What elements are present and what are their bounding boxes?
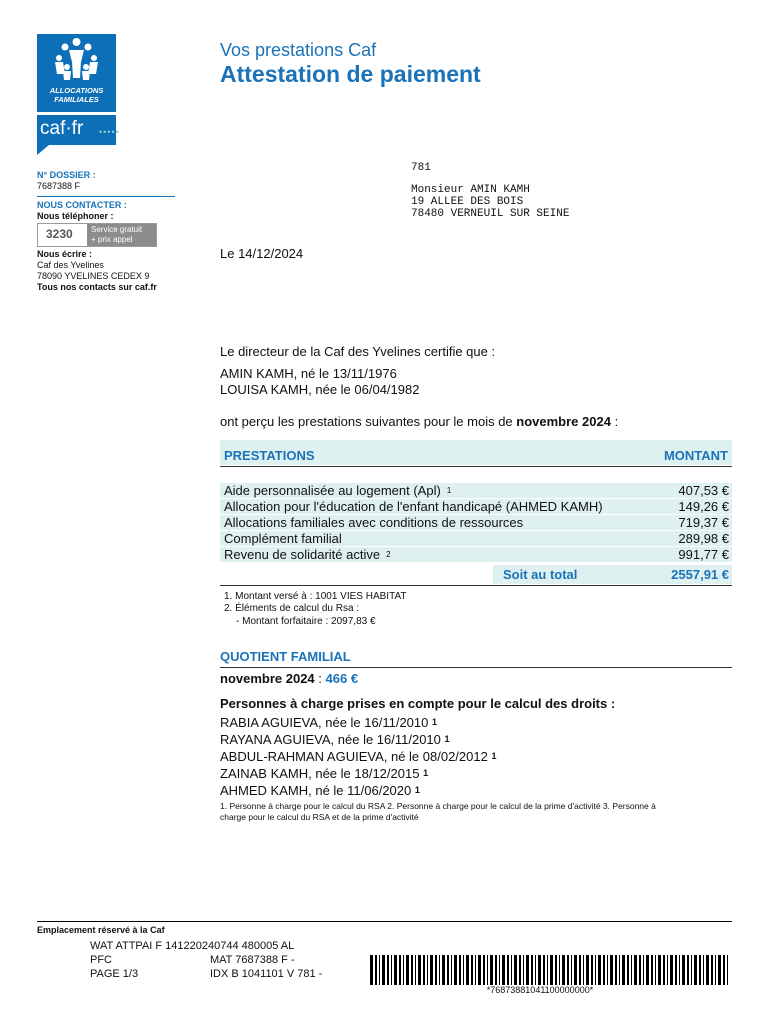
footer-col1-line2: PFC [90,954,112,966]
barcode-bar [391,955,392,985]
row-note: 2 [386,550,391,559]
all-contacts-link[interactable]: Tous nos contacts sur caf.fr [37,282,157,292]
barcode-bar [715,955,716,985]
barcode-bar [547,955,548,985]
table-row [220,547,732,562]
address-line3: 78480 VERNEUIL SUR SEINE [411,208,570,220]
persons-title: Personnes à charge prises en compte pour le calcul des droits : [220,696,616,711]
barcode-bar [703,955,704,985]
barcode-bar [483,955,485,985]
barcode-bar [475,955,476,985]
row-amount: 991,77 € [678,547,729,562]
barcode-bar [574,955,577,985]
row-amount: 719,37 € [678,515,729,530]
total-label: Soit au total [503,567,578,582]
barcode-bar [550,955,553,985]
reserved-label: Emplacement réservé à la Caf [37,925,165,935]
person-2: LOUISA KAMH, née le 06/04/1982 [220,382,420,397]
phone-badge-line1: Service gratuit [91,225,143,234]
quotient-value: 466 € [325,671,359,686]
barcode-bar [603,955,605,985]
barcode-bar [535,955,536,985]
barcode-bar [643,955,644,985]
barcode-bar [502,955,505,985]
footnote-2: 2. Éléments de calcul du Rsa : [224,603,360,614]
phone-badge-line2: + prix appel [91,235,133,244]
barcode-bar [615,955,617,985]
logo-text-line1: ALLOCATIONS [49,86,104,95]
barcode-bar [447,955,449,985]
barcode-bar [531,955,533,985]
barcode-bar [471,955,473,985]
page-subtitle: Vos prestations Caf [220,40,377,60]
barcode [370,955,730,985]
barcode-bar [699,955,701,985]
quotient-sep: : [314,671,326,686]
divider [37,196,175,197]
logo-text-line2: FAMILIALES [54,95,99,104]
barcode-bar [375,955,377,985]
barcode-bar [658,955,661,985]
received-month: novembre 2024 [516,414,611,429]
dossier-value: 7687388 F [37,181,81,191]
barcode-bar [679,955,680,985]
barcode-bar [598,955,601,985]
received-suffix: : [610,414,619,429]
barcode-bar [670,955,673,985]
barcode-bar [439,955,440,985]
barcode-bar [423,955,425,985]
barcode-bar [555,955,557,985]
person-name: AHMED KAMH, né le 11/06/2020 [220,783,412,798]
barcode-bar [442,955,445,985]
quotient-line [220,671,358,686]
barcode-bar [579,955,581,985]
barcode-bar [490,955,493,985]
write-label: Nous écrire : [37,249,93,259]
legend-line2: charge pour le calcul du RSA et de la prime d'activité [220,812,419,822]
person-note: 1 [423,768,429,778]
person-note: 1 [414,785,420,795]
barcode-bar [463,955,464,985]
barcode-bar [687,955,689,985]
person-note: 1 [491,751,497,761]
footer-col2-line3: IDX B 1041101 V 781 - [210,968,323,980]
barcode-bar [607,955,608,985]
list-item [220,765,428,782]
barcode-bar [655,955,656,985]
footer-col1-line3: PAGE 1/3 [90,968,139,980]
barcode-bar [427,955,428,985]
footer-col2-line2: MAT 7687388 F - [210,954,295,966]
write-line1: Caf des Yvelines [37,260,104,270]
barcode-bar [727,955,728,985]
barcode-bar [454,955,457,985]
row-amount: 149,26 € [678,499,729,514]
barcode-bar [567,955,569,985]
row-label: Complément familial [224,531,342,546]
caf-fr-text: caf·fr [40,118,84,139]
barcode-bar [646,955,649,985]
barcode-bar [723,955,725,985]
footnote-1: 1. Montant versé à : 1001 VIES HABITAT [224,591,407,602]
list-item [220,731,450,748]
barcode-bar [511,955,512,985]
barcode-bar [418,955,421,985]
list-item [220,748,496,765]
row-label: Revenu de solidarité active [224,547,381,562]
barcode-bar [451,955,452,985]
barcode-bar [370,955,373,985]
table-row [220,531,732,546]
barcode-bar [706,955,709,985]
barcode-bar [403,955,404,985]
barcode-bar [495,955,497,985]
dots-icon: ••••• [99,127,120,137]
list-item [220,782,420,799]
barcode-bar [694,955,697,985]
barcode-bar [487,955,488,985]
col-prestations: PRESTATIONS [224,448,315,463]
barcode-bar [519,955,521,985]
write-line2: 78090 YVELINES CEDEX 9 [37,271,150,281]
phone-label: Nous téléphoner : [37,211,114,221]
person-name: ABDUL-RAHMAN AGUIEVA, né le 08/02/2012 [220,749,488,764]
barcode-bar [675,955,677,985]
barcode-bar [507,955,509,985]
footer-rule [37,921,732,922]
barcode-bar [591,955,593,985]
footnote-3: - Montant forfaitaire : 2097,83 € [236,616,376,627]
barcode-bar [435,955,437,985]
barcode-bar [382,955,385,985]
person-note: 1 [432,717,438,727]
address-code: 781 [411,162,431,174]
contact-label: NOUS CONTACTER : [37,200,127,210]
legend-line1: 1. Personne à charge pour le calcul du RSA 2. Personne à charge pour le calcul de la prime d'activité 3. Personne à [220,801,656,811]
barcode-bar [523,955,524,985]
list-item [220,714,437,731]
barcode-bar [526,955,529,985]
person-1: AMIN KAMH, né le 13/11/1976 [220,366,397,381]
barcode-bar [610,955,613,985]
barcode-bar [627,955,629,985]
barcode-bar [411,955,413,985]
barcode-bar [394,955,397,985]
total-row [220,565,732,584]
table-bottom-rule [220,585,732,586]
quotient-title: QUOTIENT FAMILIAL [220,649,351,664]
table-row [220,483,732,498]
barcode-bar [651,955,653,985]
table-header [220,440,732,465]
barcode-bar [639,955,641,985]
intro-text: Le directeur de la Caf des Yvelines certifie que : [220,344,496,359]
table-row [220,499,732,514]
barcode-bar [379,955,380,985]
logo-tail [37,145,49,155]
barcode-bar [543,955,545,985]
barcode-bar [691,955,692,985]
row-amount: 289,98 € [678,531,729,546]
barcode-bar [631,955,632,985]
barcode-bar [562,955,565,985]
barcode-bar [595,955,596,985]
person-name: RAYANA AGUIEVA, née le 16/11/2010 [220,732,441,747]
barcode-bar [711,955,713,985]
quotient-month: novembre 2024 [220,671,315,686]
quotient-rule [220,667,732,668]
total-amount: 2557,91 € [671,567,729,582]
row-amount: 407,53 € [678,483,729,498]
received-prefix: ont perçu les prestations suivantes pour le mois de [220,414,517,429]
caf-logo [37,34,116,112]
row-label: Allocations familiales avec conditions de ressources [224,515,524,530]
barcode-bar [478,955,481,985]
barcode-bar [559,955,560,985]
row-note: 1 [446,486,452,495]
caf-fr-logo [37,115,120,145]
barcode-bar [514,955,517,985]
barcode-bar [667,955,668,985]
barcode-bar [459,955,461,985]
person-name: ZAINAB KAMH, née le 18/12/2015 [220,766,420,781]
row-label: Allocation pour l'éducation de l'enfant handicapé (AHMED KAMH) [224,499,603,514]
barcode-bar [406,955,409,985]
letter-date: Le 14/12/2024 [220,246,304,261]
address-line2: 19 ALLEE DES BOIS [411,196,524,208]
barcode-bar [399,955,401,985]
phone-badge [37,223,157,247]
barcode-bar [415,955,416,985]
barcode-bar [466,955,469,985]
barcode-bar [538,955,541,985]
barcode-bar [622,955,625,985]
page-title: Attestation de paiement [220,61,481,87]
barcode-bar [586,955,589,985]
barcode-bar [619,955,620,985]
barcode-bar [663,955,665,985]
barcode-text: *76873881041100000000* [486,985,594,995]
footer-line1: WAT ATTPAI F 141220240744 480005 AL [90,940,295,952]
barcode-bar [583,955,584,985]
phone-badge-tag [87,224,156,246]
col-montant: MONTANT [663,448,728,463]
received-sentence [220,414,618,429]
dossier-label: N° DOSSIER : [37,170,96,180]
barcode-bar [387,955,389,985]
barcode-bar [718,955,721,985]
barcode-bar [571,955,572,985]
address-line1: Monsieur AMIN KAMH [411,184,530,196]
table-header-rule [220,466,732,467]
person-name: RABIA AGUIEVA, née le 16/11/2010 [220,715,429,730]
barcode-bar [499,955,500,985]
phone-number: 3230 [46,227,73,241]
barcode-bar [430,955,433,985]
row-label: Aide personnalisée au logement (Apl) [224,483,441,498]
barcode-bar [682,955,685,985]
table-row [220,515,732,530]
person-note: 1 [444,734,450,744]
barcode-bar [634,955,637,985]
